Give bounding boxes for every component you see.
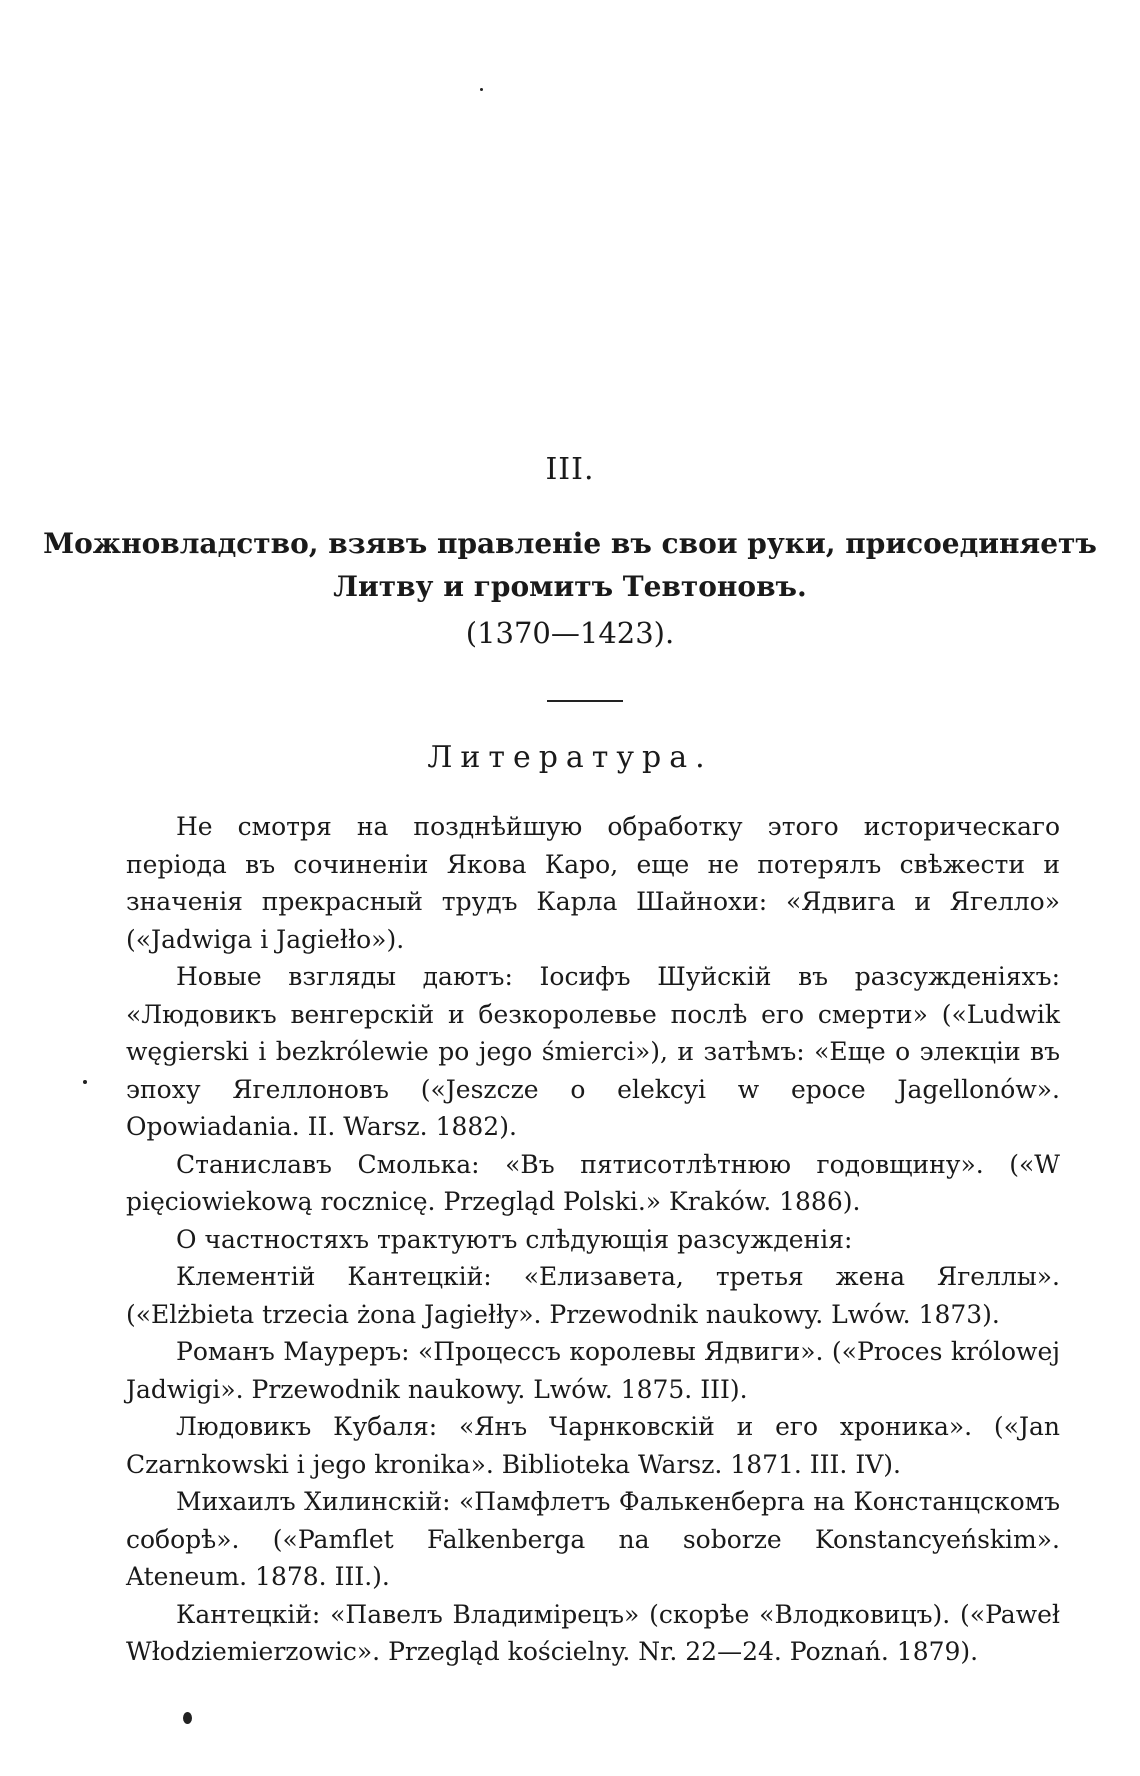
paragraph: Михаилъ Хилинскій: «Памфлетъ Фалькенберга на Констанцскомъ соборѣ». («Pamflet Falkenberga na soborze Konstancyeńskim». Ateneum. 1878. III.). [126, 1487, 1060, 1591]
paragraph: Новые взгляды даютъ: Іосифъ Шуйскій въ разсужденіяхъ: «Людовикъ венгерскій и безкоролевье послѣ его смерти» («Ludwik węgierski i bezkrólewie po jego śmierci»), и затѣмъ: «Еще о элекціи въ эпоху Ягеллоновъ («Jeszcze o elekcyi w epoce Jagellonów». Opowiadania. II. Warsz. 1882). [126, 962, 1060, 1141]
paragraph: Людовикъ Кубаля: «Янъ Чарнковскій и его хроника». («Jan Czarnkowski i jego kronika». Biblioteka Warsz. 1871. III. IV). [126, 1412, 1060, 1479]
bibliography-text [126, 808, 1060, 1671]
divider-rule [547, 700, 623, 702]
section-heading: Литература. [427, 740, 713, 775]
paragraph: О частностяхъ трактуютъ слѣдующія разсужденія: [176, 1224, 853, 1254]
print-speck [183, 1712, 192, 1724]
print-speck [480, 88, 483, 91]
paragraph: Романъ Мауреръ: «Процессъ королевы Ядвиги». («Proces królowej Jadwigi». Przewodnik naukowy. Lwów. 1875. III). [126, 1337, 1060, 1404]
chapter-title: Можновладство, взявъ правленіе въ свои руки, присоединяетъ Литву и громитъ Тевтоновъ. [43, 527, 1097, 603]
print-speck [83, 1080, 87, 1084]
chapter-years: (1370—1423). [465, 616, 675, 650]
paragraph: Станиславъ Смолька: «Въ пятисотлѣтнюю годовщину». («W pięciowiekową rocznicę. Przegląd Polski.» Kraków. 1886). [126, 1149, 1060, 1216]
chapter-number: III. [545, 452, 595, 487]
paragraph: Кантецкій: «Павелъ Владимірецъ» (скорѣе «Влодковицъ). («Paweł Włodziemierzowic». Przegląd kościelny. Nr. 22—24. Poznań. 1879). [126, 1599, 1060, 1666]
paragraph: Клементій Кантецкій: «Елизавета, третья жена Ягеллы». («Elżbieta trzecia żona Jagiełły». Przewodnik naukowy. Lwów. 1873). [126, 1262, 1060, 1329]
paragraph: Не смотря на позднѣйшую обработку этого историческаго періода въ сочиненіи Якова Каро, еще не потерялъ свѣжести и значенія прекрасный трудъ Карла Шайнохи: «Ядвига и Ягелло» («Jadwiga i Jagiełło»). [126, 812, 1060, 954]
